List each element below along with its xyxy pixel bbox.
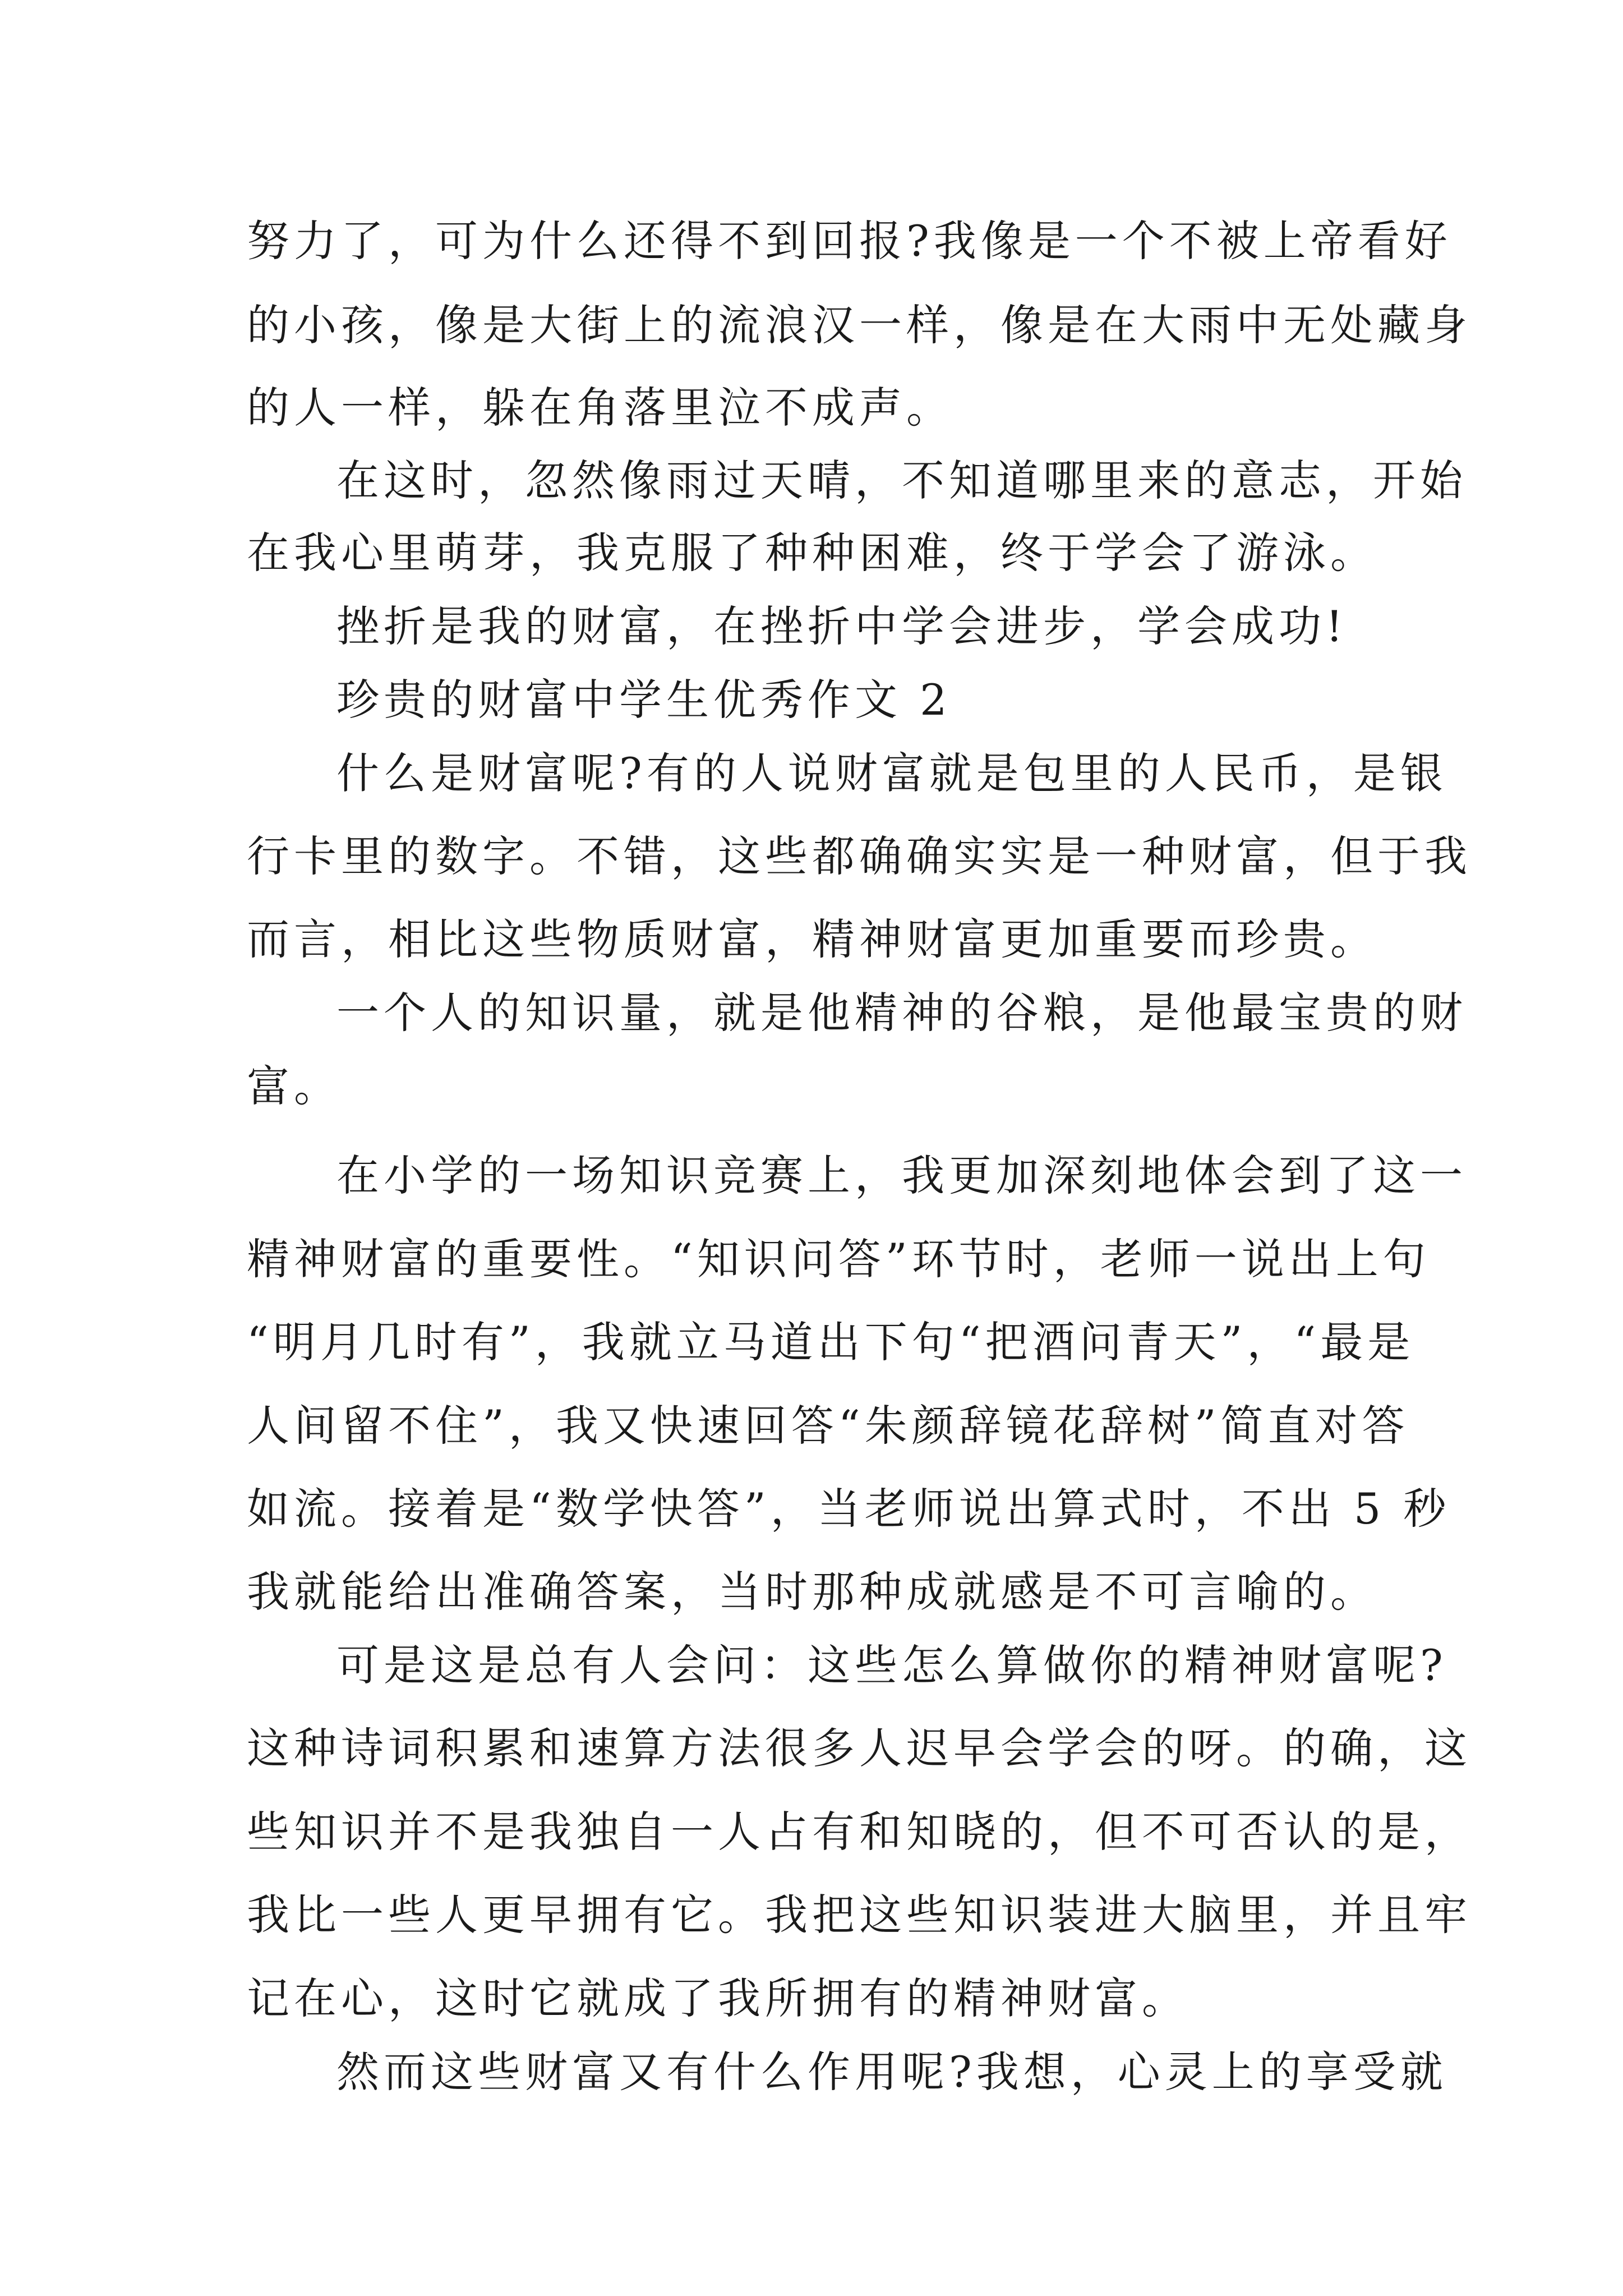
text-line: 富。 [247, 1061, 341, 1111]
text-line: 的小孩，像是大街上的流浪汉一样，像是在大雨中无处藏身 [247, 300, 1472, 350]
text-line: 行卡里的数字。不错，这些都确确实实是一种财富，但于我 [247, 831, 1472, 881]
text-line: 这种诗词积累和速算方法很多人迟早会学会的呀。的确，这 [247, 1723, 1472, 1773]
text-line: “明月几时有”，我就立马道出下句“把酒问青天”，“最是 [247, 1317, 1415, 1367]
text-line: 一个人的知识量，就是他精神的谷粮，是他最宝贵的财 [336, 988, 1467, 1038]
text-line: 在小学的一场知识竞赛上，我更加深刻地体会到了这一 [336, 1151, 1467, 1200]
text-line: 精神财富的重要性。“知识问答”环节时，老师一说出上句 [247, 1234, 1430, 1284]
text-line: 的人一样，躲在角落里泣不成声。 [247, 383, 953, 432]
text-line: 然而这些财富又有什么作用呢?我想，心灵上的享受就 [336, 2047, 1447, 2097]
text-line: 什么是财富呢?有的人说财富就是包里的人民币，是银 [336, 748, 1447, 798]
section-heading: 珍贵的财富中学生优秀作文 2 [336, 675, 952, 725]
text-line: 我比一些人更早拥有它。我把这些知识装进大脑里，并且牢 [247, 1890, 1472, 1940]
text-line: 记在心，这时它就成了我所拥有的精神财富。 [247, 1973, 1189, 2023]
text-line: 而言，相比这些物质财富，精神财富更加重要而珍贵。 [247, 914, 1377, 964]
text-line: 挫折是我的财富，在挫折中学会进步，学会成功! [336, 601, 1348, 651]
text-line: 我就能给出准确答案，当时那种成就感是不可言喻的。 [247, 1567, 1377, 1617]
text-line: 人间留不住”，我又快速回答“朱颜辞镜花辞树”简直对答 [247, 1401, 1409, 1451]
text-line: 些知识并不是我独自一人占有和知晓的，但不可否认的是， [247, 1807, 1472, 1857]
text-line: 在我心里萌芽，我克服了种种困难，终于学会了游泳。 [247, 528, 1377, 578]
text-line: 可是这是总有人会问：这些怎么算做你的精神财富呢? [336, 1640, 1447, 1690]
text-line: 如流。接着是“数学快答”，当老师说出算式时，不出 5 秒 [247, 1484, 1451, 1534]
text-line: 在这时，忽然像雨过天晴，不知道哪里来的意志，开始 [336, 455, 1467, 505]
text-line: 努力了，可为什么还得不到回报?我像是一个不被上帝看好 [247, 216, 1452, 266]
